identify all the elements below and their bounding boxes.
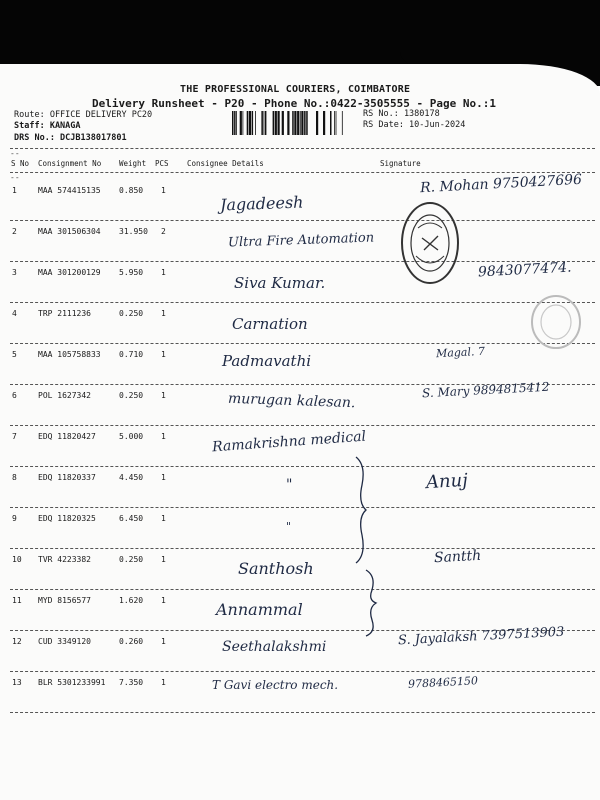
row-divider [10, 466, 595, 467]
row-weight: 6.450 [119, 514, 144, 523]
row-divider [10, 589, 595, 590]
row-sno: 12 [12, 637, 22, 646]
staff-label: Staff: KANAGA [14, 121, 81, 131]
row-pcs: 2 [161, 227, 166, 236]
row-weight: 31.950 [119, 227, 148, 236]
row-weight: 0.250 [119, 391, 144, 400]
row-divider [10, 671, 595, 672]
brace-mark [352, 455, 372, 565]
row-consignee-handwritten: murugan kalesan. [227, 390, 356, 412]
row-weight: 0.250 [119, 309, 144, 318]
row-sno: 6 [12, 391, 17, 400]
row-consignee-handwritten: Seethalakshmi [222, 639, 327, 655]
row-consignment-no: EDQ 11820427 [38, 432, 96, 441]
runsheet-title: Delivery Runsheet - P20 - Phone No.:0422-3505555 - Page No.:1 [92, 97, 496, 110]
row-pcs: 1 [161, 678, 166, 687]
row-divider [10, 425, 595, 426]
row-signature-handwritten: 9843077474. [477, 259, 572, 281]
row-weight: 0.260 [119, 637, 144, 646]
row-divider [10, 261, 595, 262]
row-pcs: 1 [161, 473, 166, 482]
row-divider [10, 343, 595, 344]
row-weight: 1.620 [119, 596, 144, 605]
row-sno: 7 [12, 432, 17, 441]
company-name: THE PROFESSIONAL COURIERS, COIMBATORE [180, 84, 411, 95]
faint-stamp [528, 292, 584, 352]
row-sno: 3 [12, 268, 17, 277]
row-consignment-no: MYD 8156577 [38, 596, 91, 605]
row-consignment-no: EDQ 11820337 [38, 473, 96, 482]
row-consignee-handwritten: Siva Kumar. [234, 274, 326, 292]
column-header-consignee: Consignee Details [187, 159, 264, 168]
row-consignment-no: MAA 301200129 [38, 268, 101, 277]
row-consignee-handwritten: Carnation [232, 315, 308, 333]
row-consignee-handwritten: Annammal [216, 600, 303, 619]
column-header-signature: Signature [380, 159, 421, 168]
row-weight: 7.350 [119, 678, 144, 687]
row-consignment-no: TVR 4223382 [38, 555, 91, 564]
company-seal-stamp [398, 198, 462, 288]
row-divider [10, 220, 595, 221]
dash-mark: -- [10, 149, 20, 158]
row-weight: 0.850 [119, 186, 144, 195]
row-pcs: 1 [161, 186, 166, 195]
row-consignment-no: MAA 574415135 [38, 186, 101, 195]
row-signature-handwritten: Santth [433, 547, 482, 567]
row-pcs: 1 [161, 514, 166, 523]
row-pcs: 1 [161, 268, 166, 277]
row-consignment-no: MAA 105758833 [38, 350, 101, 359]
row-divider [10, 548, 595, 549]
row-sno: 5 [12, 350, 17, 359]
row-divider [10, 712, 595, 713]
row-weight: 5.950 [119, 268, 144, 277]
barcode-icon [232, 111, 354, 135]
column-header-weight: Weight [119, 159, 147, 168]
row-weight: 0.710 [119, 350, 144, 359]
header-top-rule [10, 148, 595, 149]
row-pcs: 1 [161, 432, 166, 441]
row-consignee-handwritten: Padmavathi [222, 352, 312, 370]
row-consignee-handwritten: T Gavi electro mech. [212, 678, 339, 692]
row-consignee-handwritten: Santhosh [238, 559, 314, 578]
row-consignee-handwritten: " [286, 520, 292, 533]
row-signature-handwritten: Magal. 7 [435, 344, 486, 361]
column-header-consignment: Consignment No [38, 159, 102, 168]
row-sno: 13 [12, 678, 22, 687]
row-signature-handwritten: S. Mary 9894815412 [421, 379, 550, 401]
row-signature-handwritten: Anuj [425, 469, 469, 494]
drs-number: DRS No.: DCJB138017801 [14, 133, 127, 143]
row-weight: 4.450 [119, 473, 144, 482]
row-divider [10, 302, 595, 303]
row-sno: 2 [12, 227, 17, 236]
row-sno: 9 [12, 514, 17, 523]
rs-date: RS Date: 10-Jun-2024 [363, 120, 466, 130]
row-consignee-handwritten: Ultra Fire Automation [227, 230, 375, 251]
row-consignment-no: TRP 2111236 [38, 309, 91, 318]
row-signature-handwritten: R. Mohan 9750427696 [419, 171, 583, 197]
row-sno: 1 [12, 186, 17, 195]
row-pcs: 1 [161, 555, 166, 564]
row-divider [10, 507, 595, 508]
row-consignee-handwritten: " [286, 477, 293, 493]
row-sno: 11 [12, 596, 22, 605]
row-pcs: 1 [161, 350, 166, 359]
row-pcs: 1 [161, 637, 166, 646]
column-header-pcs: PCS [155, 159, 169, 168]
row-consignee-handwritten: Jagadeesh [219, 192, 304, 215]
dash-mark: -- [10, 173, 20, 182]
row-consignment-no: CUD 3349120 [38, 637, 91, 646]
column-header-sno: S No [11, 159, 30, 168]
row-consignment-no: MAA 301506304 [38, 227, 101, 236]
row-weight: 0.250 [119, 555, 144, 564]
row-pcs: 1 [161, 596, 166, 605]
row-signature-handwritten: 9788465150 [407, 674, 479, 691]
row-sno: 8 [12, 473, 17, 482]
row-consignment-no: BLR 5301233991 [38, 678, 106, 687]
row-sno: 4 [12, 309, 17, 318]
row-sno: 10 [12, 555, 22, 564]
header-bottom-rule [10, 172, 595, 173]
row-signature-handwritten: S. Jayalaksh 7397513903 [397, 624, 565, 649]
row-weight: 5.000 [119, 432, 144, 441]
row-consignee-handwritten: Ramakrishna medical [211, 428, 367, 456]
row-pcs: 1 [161, 391, 166, 400]
brace-mark [362, 568, 382, 638]
row-consignment-no: POL 1627342 [38, 391, 91, 400]
rs-number: RS No.: 1380178 [363, 109, 440, 119]
row-pcs: 1 [161, 309, 166, 318]
row-consignment-no: EDQ 11820325 [38, 514, 96, 523]
route-label: Route: OFFICE DELIVERY PC20 [14, 110, 153, 120]
